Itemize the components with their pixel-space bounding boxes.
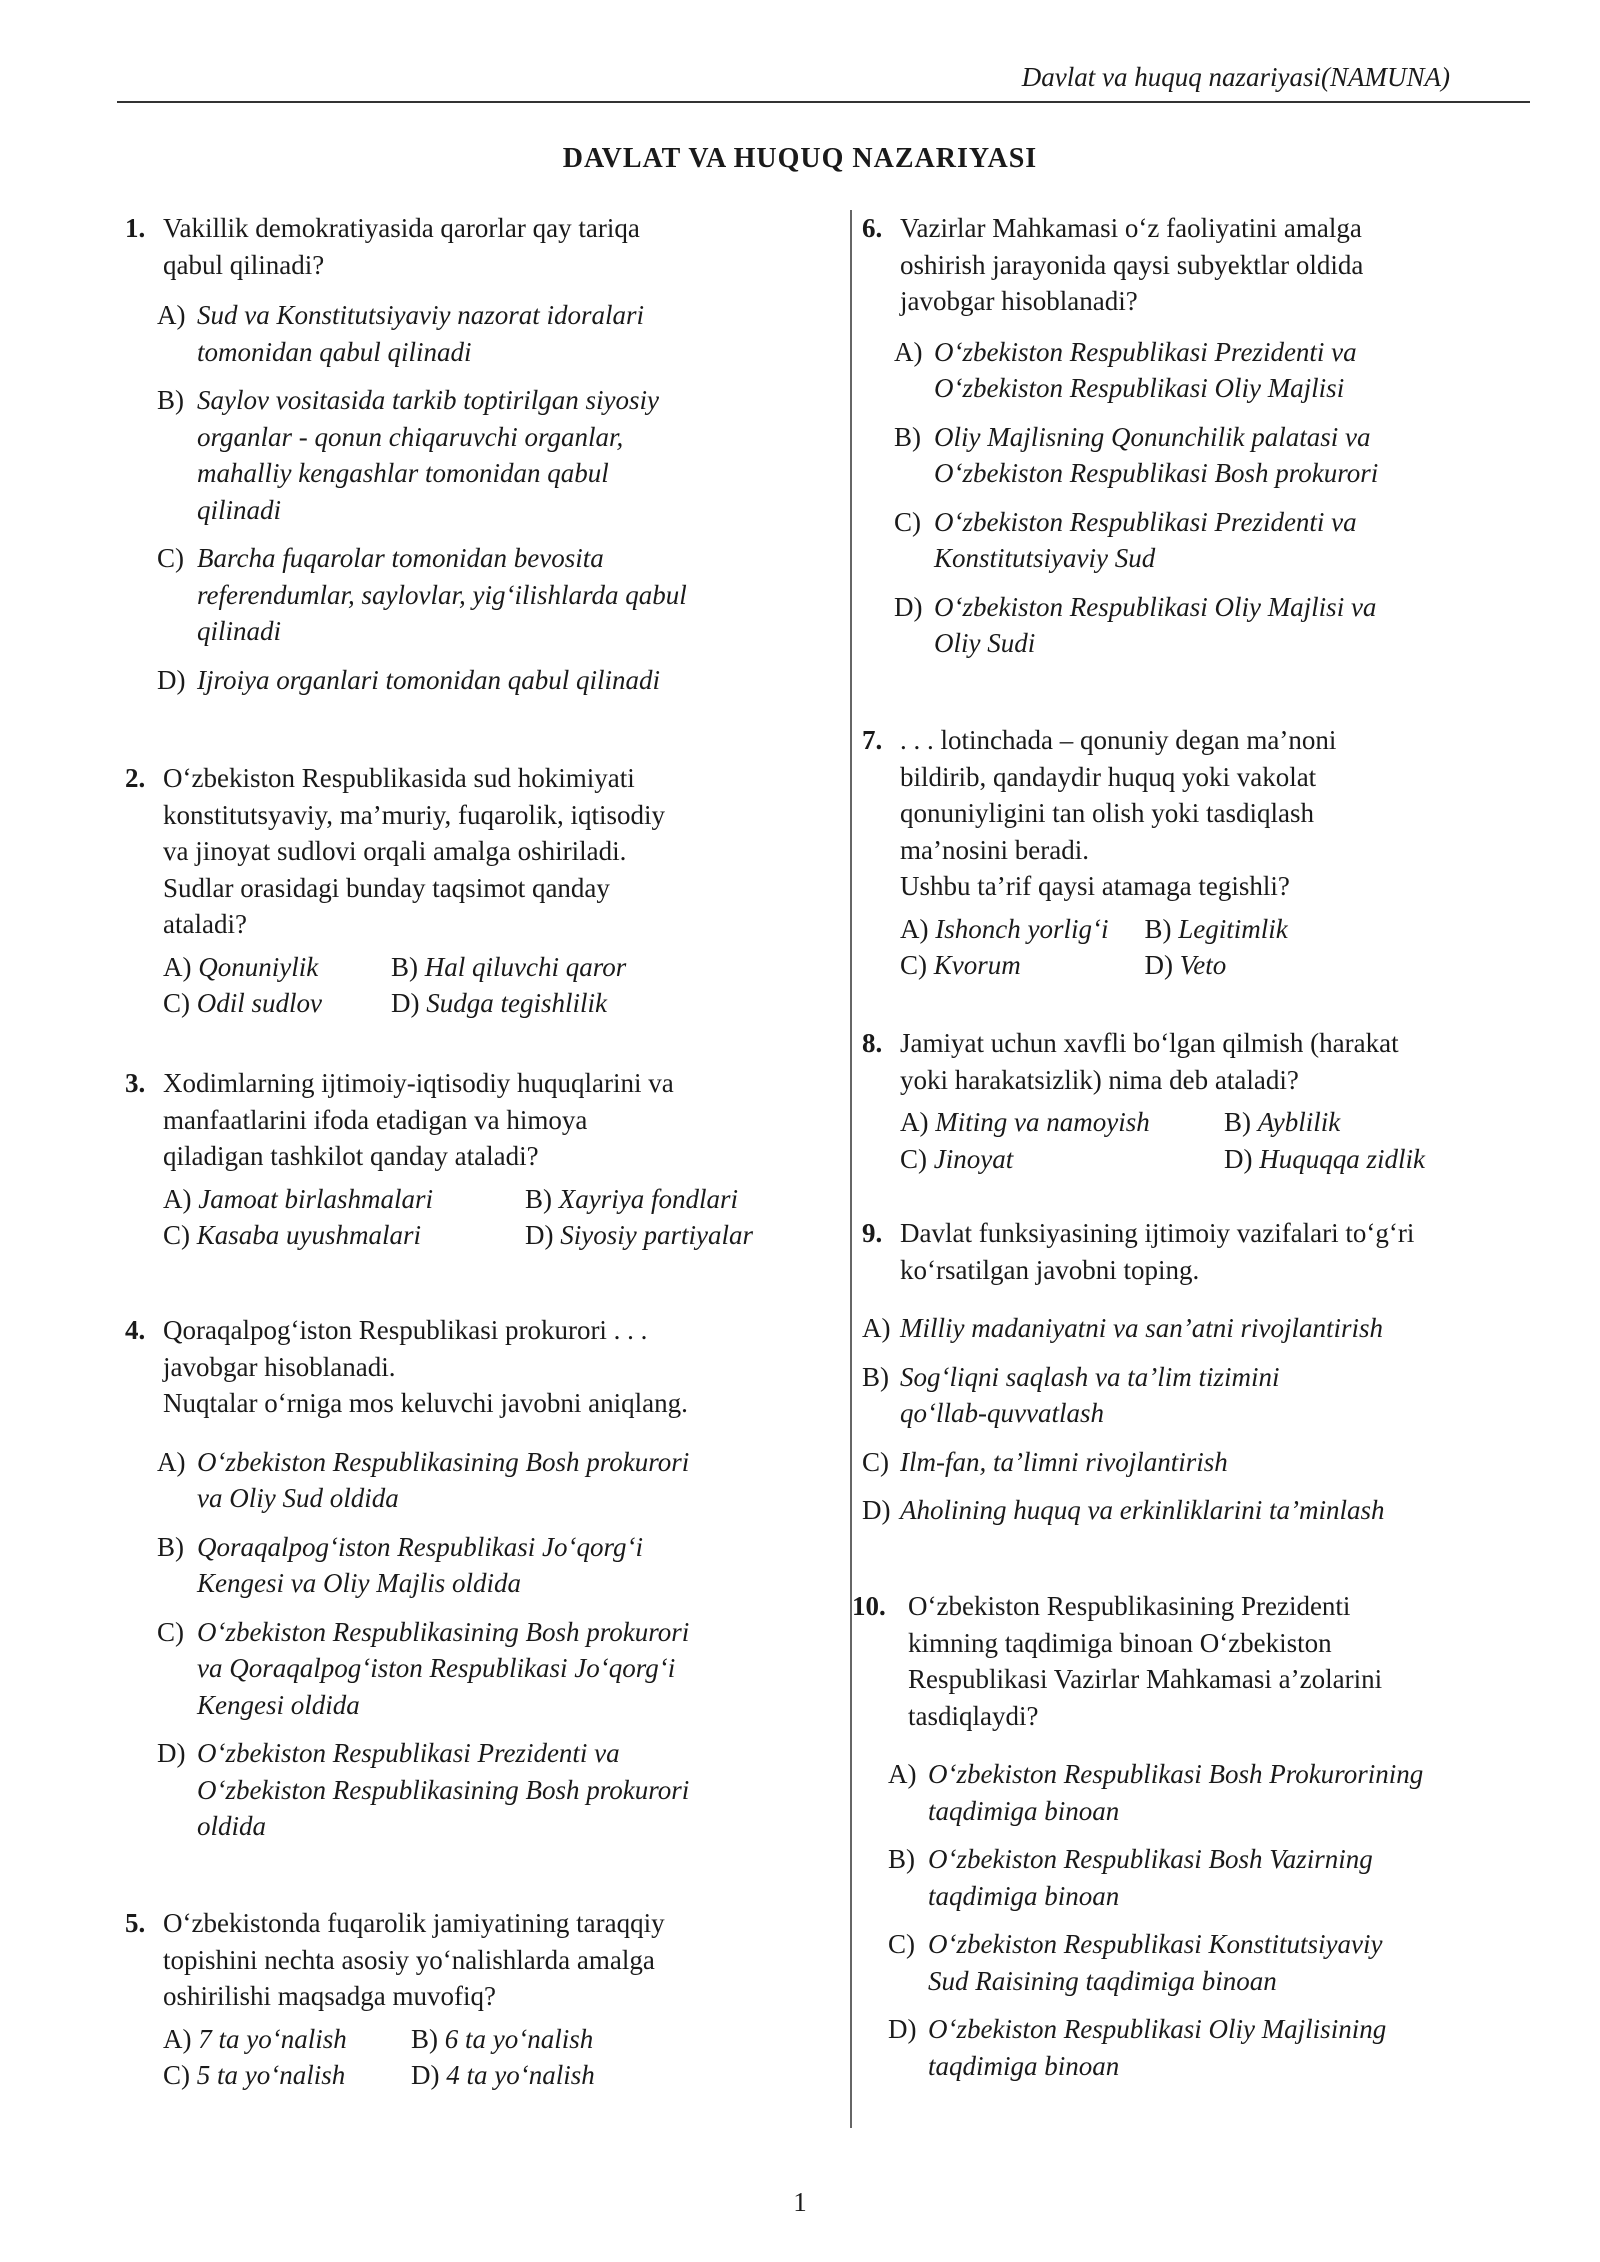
option-a[interactable]: A) Qonuniylik	[163, 951, 319, 982]
question-number: 3.	[125, 1068, 146, 1098]
option-a[interactable]: A) O‘zbekiston Respublikasining Bosh prokurori va Oliy Sud oldida	[157, 1446, 690, 1513]
option-d[interactable]: D) Sudga tegishlilik	[391, 988, 607, 1018]
question-number: 10.	[852, 1591, 886, 1621]
option-a[interactable]: A) Milliy madaniyatni va san’atni rivojlantirish	[862, 1313, 1383, 1343]
question-number: 7.	[862, 725, 883, 755]
doc-title: DAVLAT VA HUQUQ NAZARIYASI	[562, 143, 1038, 174]
question-6	[862, 210, 1530, 674]
question-10	[852, 1588, 1520, 2096]
option-b[interactable]: B) Sog‘liqni saqlash va ta’lim tizimini qo‘llab-quvvatlash	[862, 1361, 1280, 1428]
question-8	[862, 1025, 1530, 1177]
question-text: Xodimlarning ijtimoiy-iqtisodiy huquqlarini va manfaatlarini ifoda etadigan va himoya qiladigan tashkilot qanday ataladi?	[163, 1068, 674, 1171]
question-number: 2.	[125, 763, 146, 793]
option-d[interactable]: D) Aholining huquq va erkinliklarini ta’minlash	[862, 1495, 1385, 1525]
option-d[interactable]: D) Veto	[1144, 950, 1227, 980]
option-c[interactable]: C) O‘zbekiston Respublikasi Konstitutsiyaviy Sud Raisining taqdimiga binoan	[888, 1929, 1383, 1996]
header-title: Davlat va huquq nazariyasi(NAMUNA)	[1021, 62, 1450, 92]
question-text: O‘zbekiston Respublikasida sud hokimiyati konstitutsyaviy, ma’muriy, fuqarolik, iqtisodiy va jinoyat sudlovi orqali amalga oshiriladi. Sudlar orasidagi bunday taqsimot qanday ataladi?	[163, 763, 665, 939]
question-9	[862, 1215, 1530, 1541]
option-b[interactable]: B) Saylov vositasida tarkib toptirilgan siyosiy organlar - qonun chiqaruvchi organlar, mahalliy kengashlar tomonidan qabul qilinadi	[157, 385, 659, 525]
option-a[interactable]: A) Sud va Konstitutsiyaviy nazorat idoralari tomonidan qabul qilinadi	[157, 300, 645, 367]
option-a[interactable]: A) 7 ta yo‘nalish	[163, 2023, 347, 2054]
option-a[interactable]: A) Ishonch yorlig‘i	[900, 913, 1109, 944]
option-b[interactable]: B) O‘zbekiston Respublikasi Bosh Vazirning taqdimiga binoan	[888, 1844, 1373, 1911]
question-text: . . . lotinchada – qonuniy degan ma’noni bildirib, qandaydir huquq yoki vakolat qonuniyligini tan olish yoki tasdiqlash ma’nosini beradi. Ushbu ta’rif qaysi atamaga tegishli?	[900, 725, 1337, 901]
question-3	[125, 1065, 790, 1254]
option-c[interactable]: C) Kvorum	[900, 950, 1021, 980]
question-7	[862, 722, 1530, 984]
option-b[interactable]: B) Ayblilik	[1224, 1107, 1341, 1137]
option-d[interactable]: D) O‘zbekiston Respublikasi Oliy Majlisining taqdimiga binoan	[888, 2014, 1387, 2081]
question-number: 8.	[862, 1028, 883, 1058]
question-text: Qoraqalpog‘iston Respublikasi prokurori . . . javobgar hisoblanadi. Nuqtalar o‘rniga mos keluvchi javobni aniqlang.	[163, 1315, 688, 1418]
option-b[interactable]: B) Xayriya fondlari	[525, 1183, 738, 1214]
question-2	[125, 760, 790, 1022]
option-d[interactable]: D) Siyosiy partiyalar	[525, 1220, 753, 1250]
question-number: 9.	[862, 1218, 883, 1248]
question-text: Vazirlar Mahkamasi o‘z faoliyatini amalga oshirish jarayonida qaysi subyektlar oldida javobgar hisoblanadi?	[900, 213, 1364, 316]
question-text: Vakillik demokratiyasida qarorlar qay tariqa qabul qilinadi?	[163, 213, 640, 280]
question-text: O‘zbekistonda fuqarolik jamiyatining taraqqiy topishini nechta asosiy yo‘nalishlarda amalga oshirilishi maqsadga muvofiq?	[163, 1908, 665, 2011]
option-a[interactable]: A) O‘zbekiston Respublikasi Bosh Prokurorining taqdimiga binoan	[888, 1759, 1424, 1826]
option-c[interactable]: C) Ilm-fan, ta’limni rivojlantirish	[862, 1446, 1228, 1477]
option-d[interactable]: D) O‘zbekiston Respublikasi Prezidenti va O‘zbekiston Respublikasining Bosh prokurori oldida	[157, 1738, 690, 1841]
question-number: 4.	[125, 1315, 146, 1345]
question-text: Jamiyat uchun xavfli bo‘lgan qilmish (harakat yoki harakatsizlik) nima deb ataladi?	[900, 1028, 1399, 1095]
option-c[interactable]: C) Jinoyat	[900, 1143, 1014, 1174]
option-b[interactable]: B) Hal qiluvchi qaror	[391, 951, 627, 982]
option-b[interactable]: B) Qoraqalpog‘iston Respublikasi Jo‘qorg‘i Kengesi va Oliy Majlis oldida	[157, 1531, 643, 1598]
question-1	[125, 210, 790, 710]
option-c[interactable]: C) Odil sudlov	[163, 988, 322, 1018]
question-number: 1.	[125, 213, 146, 243]
question-text: O‘zbekiston Respublikasining Prezidenti kimning taqdimiga binoan O‘zbekiston Respublikasi Vazirlar Mahkamasi a’zolarini tasdiqlaydi?	[908, 1591, 1383, 1731]
option-d[interactable]: D) Ijroiya organlari tomonidan qabul qilinadi	[157, 664, 661, 695]
option-b[interactable]: B) Legitimlik	[1144, 913, 1288, 944]
question-text: Davlat funksiyasining ijtimoiy vazifalari to‘g‘ri ko‘rsatilgan javobni toping.	[900, 1218, 1415, 1285]
option-b[interactable]: B) Oliy Majlisning Qonunchilik palatasi va O‘zbekiston Respublikasi Bosh prokurori	[894, 421, 1379, 488]
question-number: 5.	[125, 1908, 146, 1938]
question-4	[125, 1312, 790, 1857]
option-c[interactable]: C) O‘zbekiston Respublikasi Prezidenti va Konstitutsiyaviy Sud	[894, 506, 1357, 573]
header-rule	[117, 101, 1530, 103]
option-c[interactable]: C) 5 ta yo‘nalish	[163, 2060, 346, 2090]
option-c[interactable]: C) Kasaba uyushmalari	[163, 1220, 422, 1250]
question-number: 6.	[862, 213, 883, 243]
option-d[interactable]: D) Huquqqa zidlik	[1224, 1143, 1425, 1174]
option-a[interactable]: A) Jamoat birlashmalari	[163, 1183, 434, 1214]
question-5	[125, 1905, 790, 2094]
page-number: 1	[793, 2187, 807, 2217]
option-d[interactable]: D) 4 ta yo‘nalish	[411, 2060, 595, 2090]
option-c[interactable]: C) O‘zbekiston Respublikasining Bosh prokurori va Qoraqalpog‘iston Respublikasi Jo‘qorg‘i Kengesi oldida	[157, 1616, 690, 1720]
option-d[interactable]: D) O‘zbekiston Respublikasi Oliy Majlisi va Oliy Sudi	[894, 591, 1377, 658]
option-c[interactable]: C) Barcha fuqarolar tomonidan bevosita referendumlar, saylovlar, yig‘ilishlarda qabul qilinadi	[157, 543, 687, 646]
option-a[interactable]: A) O‘zbekiston Respublikasi Prezidenti va O‘zbekiston Respublikasi Oliy Majlisi	[894, 336, 1357, 403]
option-b[interactable]: B) 6 ta yo‘nalish	[411, 2023, 594, 2054]
option-a[interactable]: A) Miting va namoyish	[900, 1107, 1150, 1137]
